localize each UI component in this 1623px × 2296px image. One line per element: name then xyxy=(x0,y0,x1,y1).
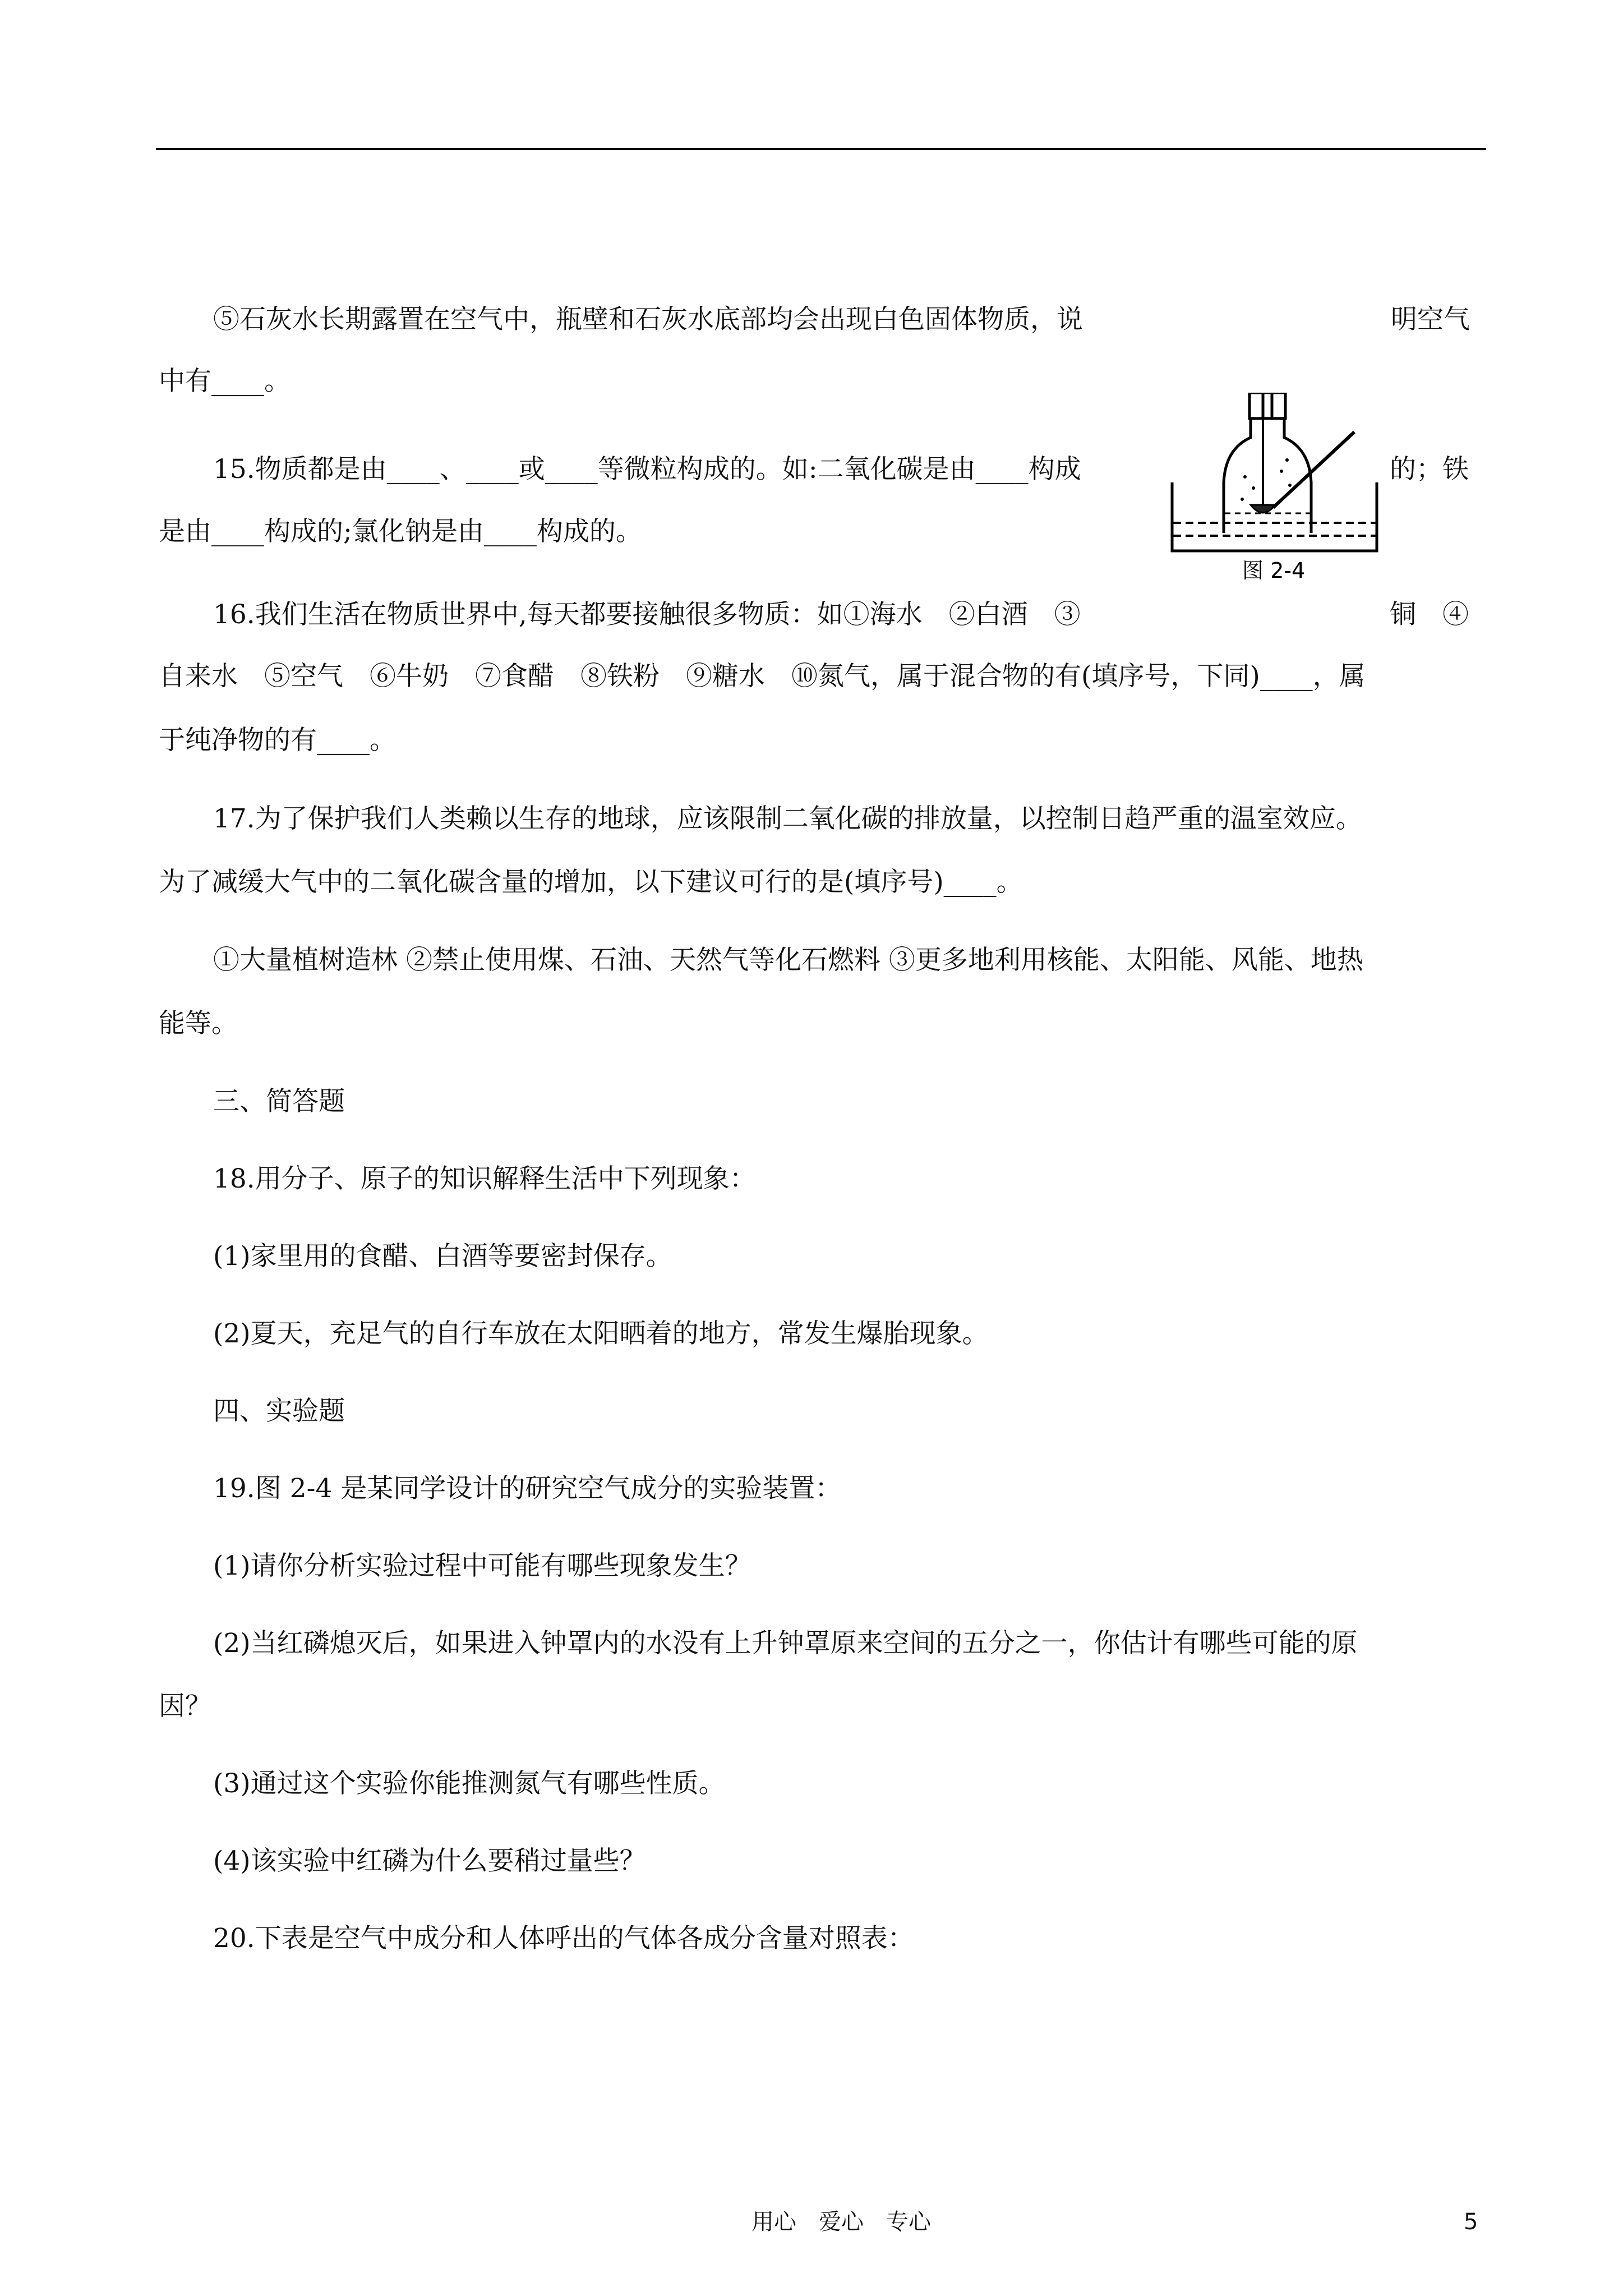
question-15-line-1b: 的；铁 xyxy=(1390,454,1469,485)
question-17-line-2: 为了减缓大气中的二氧化碳含量的增加，以下建议可行的是(填序号)____。 xyxy=(159,867,1023,898)
section-heading-short-answer: 三、简答题 xyxy=(213,1086,345,1117)
section-heading-experiment: 四、实验题 xyxy=(213,1396,345,1427)
question-16-line-1b: 铜 ④ xyxy=(1390,599,1469,630)
question-16-line-1a: 16.我们生活在物质世界中,每天都要接触很多物质：如①海水 ②白酒 ③ xyxy=(213,599,1081,630)
question-18: 18.用分子、原子的知识解释生活中下列现象： xyxy=(213,1163,756,1194)
question-17-options-line-2: 能等。 xyxy=(159,1008,238,1039)
text-line-2: 中有____。 xyxy=(159,366,291,397)
question-17-line-1: 17.为了保护我们人类赖以生存的地球，应该限制二氧化碳的排放量，以控制日趋严重的温室效应。 xyxy=(213,803,1362,834)
figure-caption: 图 2-4 xyxy=(1242,558,1306,583)
question-17-options-line-1: ①大量植树造林 ②禁止使用煤、石油、天然气等化石燃料 ③更多地利用核能、太阳能、风能、地热 xyxy=(213,945,1363,976)
bell-jar-apparatus-drawing xyxy=(1166,393,1424,586)
question-19-part-4: (4)该实验中红磷为什么要稍过量些？ xyxy=(213,1846,646,1876)
question-15-line-1a: 15.物质都是由____、____或____等微粒构成的。如:二氧化碳是由____构成 xyxy=(213,454,1081,485)
question-19-part-2-line-2: 因？ xyxy=(159,1691,211,1722)
question-18-part-1: (1)家里用的食醋、白酒等要密封保存。 xyxy=(213,1241,672,1272)
question-15-line-2: 是由____构成的;氯化钠是由____构成的。 xyxy=(159,516,642,547)
text-line-1a: ⑤石灰水长期露置在空气中，瓶壁和石灰水底部均会出现白色固体物质，说 xyxy=(213,304,1083,335)
question-19: 19.图 2-4 是某同学设计的研究空气成分的实验装置： xyxy=(213,1473,842,1504)
question-19-part-3: (3)通过这个实验你能推测氮气有哪些性质。 xyxy=(213,1768,725,1799)
text-line-1b: 明空气 xyxy=(1391,304,1470,335)
footer-slogan: 用心 爱心 专心 xyxy=(751,2209,931,2235)
page-number: 5 xyxy=(1464,2209,1478,2235)
question-16-line-3: 于纯净物的有____。 xyxy=(159,725,396,756)
figure-2-4-apparatus xyxy=(1166,393,1424,586)
question-18-part-2: (2)夏天，充足气的自行车放在太阳晒着的地方，常发生爆胎现象。 xyxy=(213,1318,989,1349)
question-20: 20.下表是空气中成分和人体呼出的气体各成分含量对照表： xyxy=(213,1923,914,1954)
question-19-part-2-line-1: (2)当红磷熄灭后，如果进入钟罩内的水没有上升钟罩原来空间的五分之一，你估计有哪些可能的原 xyxy=(213,1628,1358,1659)
question-19-part-1: (1)请你分析实验过程中可能有哪些现象发生？ xyxy=(213,1550,751,1581)
question-16-line-2: 自来水 ⑤空气 ⑥牛奶 ⑦食醋 ⑧铁粉 ⑨糖水 ⑩氮气，属于混合物的有(填序号，下同)____，属 xyxy=(159,661,1366,692)
header-rule xyxy=(156,148,1486,150)
